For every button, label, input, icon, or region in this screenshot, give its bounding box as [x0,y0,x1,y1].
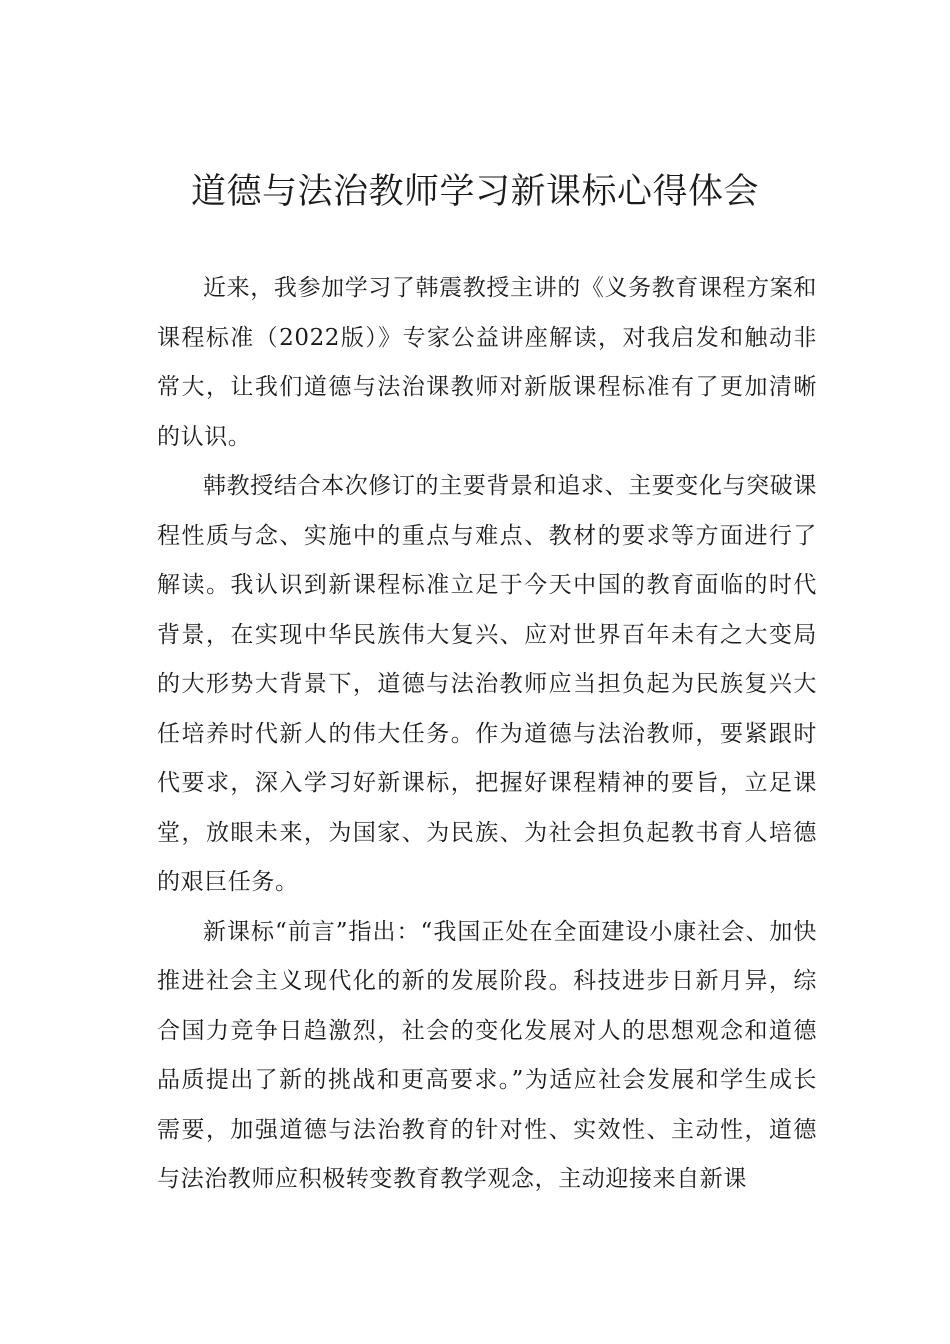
document-title: 道德与法治教师学习新课标心得体会 [190,172,759,212]
paragraph-2: 韩教授结合本次修订的主要背景和追求、主要变化与突破课程性质与念、实施中的重点与难点、教材的要求等方面进行了解读。我认识到新课程标准立足于今天中国的教育面临的时代背景，在实现中华民族伟大复兴、应对世界百年未有之大变局的大形势大背景下，道德与法治教师应当担负起为民族复兴大任培养时代新人的伟大任务。作为道德与法治教师，要紧跟时代要求，深入学习好新课标，把握好课程精神的要旨，立足课堂，放眼未来，为国家、为民族、为社会担负起教书育人培德的艰巨任务。 [157,473,817,895]
paragraph-3: 新课标“前言”指出：“我国正处在全面建设小康社会、加快推进社会主义现代化的新的发展阶段。科技进步日新月异，综合国力竞争日趋激烈，社会的变化发展对人的思想观念和道德品质提出了新的挑战和更高要求。”为适应社会发展和学生成长需要，加强道德与法治教育的针对性、实效性、主动性，道德与法治教师应积极转变教育教学观念，主动迎接来自新课 [157,918,817,1192]
paragraph-1: 近来，我参加学习了韩震教授主讲的《义务教育课程方案和课程标准（2022版）》专家公益讲座解读，对我启发和触动非常大，让我们道德与法治课教师对新版课程标准有了更加清晰的认识。 [157,275,817,450]
document-body [157,264,817,1205]
